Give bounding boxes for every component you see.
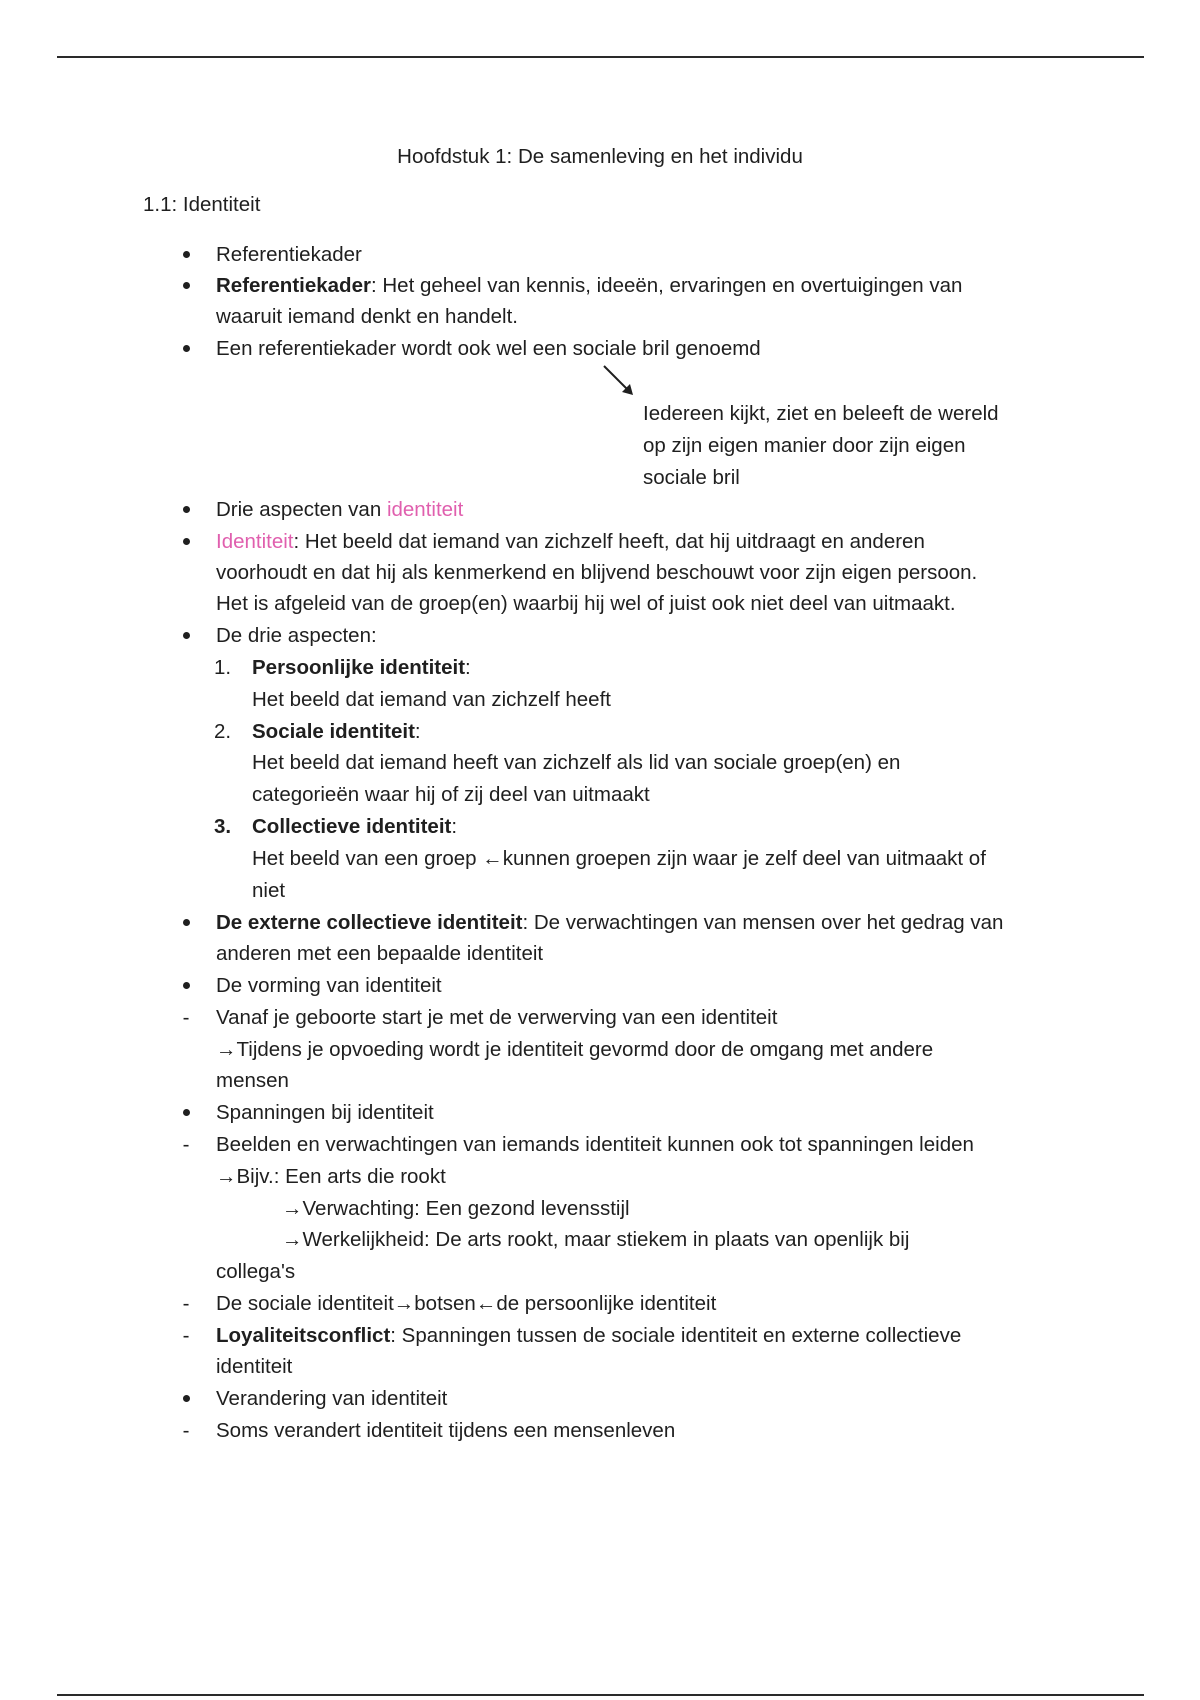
dash-item-continuation: →Bijv.: Een arts die rookt [216,1165,446,1188]
list-number: 2. [214,720,232,743]
text: Drie aspecten van [216,498,387,521]
bullet [176,270,196,302]
bullet-dot [183,251,190,258]
numbered-item-text: categorieën waar hij of zij deel van uitmaakt [252,783,650,806]
dash-marker: - [182,1419,190,1442]
dash-marker: - [182,1292,190,1315]
dash-item: De sociale identiteit→botsen←de persoonlijke identiteit [216,1292,717,1315]
dash-item-continuation: →Verwachting: Een gezond levensstijl [282,1197,630,1220]
term: Sociale identiteit [252,720,415,743]
definition: : Het beeld dat iemand van zichzelf heeft, dat hij uitdraagt en anderen [293,530,925,553]
list-item [216,907,1066,939]
list-item-continuation: anderen met een bepaalde identiteit [216,942,544,965]
term: Collectieve identiteit [252,815,452,838]
list-number: 1. [214,656,232,679]
bullet-dot [183,345,190,352]
list-item-continuation: waaruit iemand denkt en handelt. [216,305,519,328]
bullet [176,1097,196,1129]
colon: : [414,720,421,743]
bullet [176,1383,196,1415]
dash-marker: - [182,1324,190,1347]
highlighted-term: identiteit [386,498,464,521]
page-title: Hoofdstuk 1: De samenleving en het individu [397,145,803,168]
list-item: De drie aspecten: [216,624,377,647]
numbered-item [252,716,1072,748]
list-item: Een referentiekader wordt ook wel een sociale bril genoemd [216,337,761,360]
definition: : De verwachtingen van mensen over het gedrag van [522,911,1004,934]
bullet-dot [183,1395,190,1402]
list-number: 3. [214,815,232,838]
definition: : Spanningen tussen de sociale identiteit en externe collectieve [390,1324,962,1347]
numbered-item [252,811,1072,843]
numbered-item [252,652,1072,684]
numbered-item-text: Het beeld dat iemand heeft van zichzelf als lid van sociale groep(en) en [252,751,901,774]
bullet-dot [183,632,190,639]
header-rule [57,56,1144,58]
dash-item: Vanaf je geboorte start je met de verwerving van een identiteit [216,1006,778,1029]
colon: : [465,656,471,679]
bullet [176,333,196,365]
bullet [176,970,196,1002]
dash-marker: - [182,1133,190,1156]
note-line: sociale bril [643,466,740,489]
list-item-continuation: voorhoudt en dat hij als kenmerkend en blijvend beschouwt voor zijn eigen persoon. [216,561,978,584]
bullet [176,494,196,526]
dash-item-continuation: mensen [216,1069,289,1092]
definition: : Het geheel van kennis, ideeën, ervaringen en overtuigingen van [370,274,963,297]
annotation-note [643,398,1063,494]
list-item-continuation: Het is afgeleid van de groep(en) waarbij hij wel of juist ook niet deel van uitmaakt. [216,592,956,615]
bullet [176,620,196,652]
term: Loyaliteitsconflict [216,1324,391,1347]
dash-item: Beelden en verwachtingen van iemands identiteit kunnen ook tot spanningen leiden [216,1133,974,1156]
bullet-dot [183,919,190,926]
numbered-item-text: Het beeld van een groep ←kunnen groepen zijn waar je zelf deel van uitmaakt of [252,847,986,870]
highlighted-term: Identiteit [216,530,294,553]
dash-item-continuation: →Tijdens je opvoeding wordt je identiteit gevormd door de omgang met andere [216,1038,934,1061]
bullet-dot [183,1109,190,1116]
numbered-item-text: Het beeld dat iemand van zichzelf heeft [252,688,611,711]
bullet-dot [183,506,190,513]
note-line: Iedereen kijkt, ziet en beleeft de wereld [643,402,999,425]
bullet [176,907,196,939]
term: De externe collectieve identiteit [216,911,523,934]
dash-item-continuation: identiteit [216,1355,293,1378]
list-item [216,526,1066,558]
colon: : [451,815,458,838]
dash-item [216,1320,1066,1352]
note-line: op zijn eigen manier door zijn eigen [643,434,966,457]
term: Persoonlijke identiteit [252,656,466,679]
list-item [216,494,1066,526]
list-item: De vorming van identiteit [216,974,442,997]
bullet-dot [183,538,190,545]
list-item: Verandering van identiteit [216,1387,448,1410]
bullet [176,239,196,271]
list-item: Spanningen bij identiteit [216,1101,434,1124]
list-item: Referentiekader [216,243,362,266]
bullet-dot [183,282,190,289]
dash-item-continuation: collega's [216,1260,296,1283]
arrow-down-right-icon [600,362,640,402]
dash-marker: - [182,1006,190,1029]
bullet [176,526,196,558]
footer-rule [57,1694,1144,1696]
numbered-item-text: niet [252,879,286,902]
dash-item: Soms verandert identiteit tijdens een mensenleven [216,1419,676,1442]
list-item [216,270,1066,302]
bullet-dot [183,982,190,989]
term: Referentiekader [216,274,371,297]
section-heading: 1.1: Identiteit [143,193,261,216]
dash-item-continuation: →Werkelijkheid: De arts rookt, maar stiekem in plaats van openlijk bij [282,1228,910,1251]
